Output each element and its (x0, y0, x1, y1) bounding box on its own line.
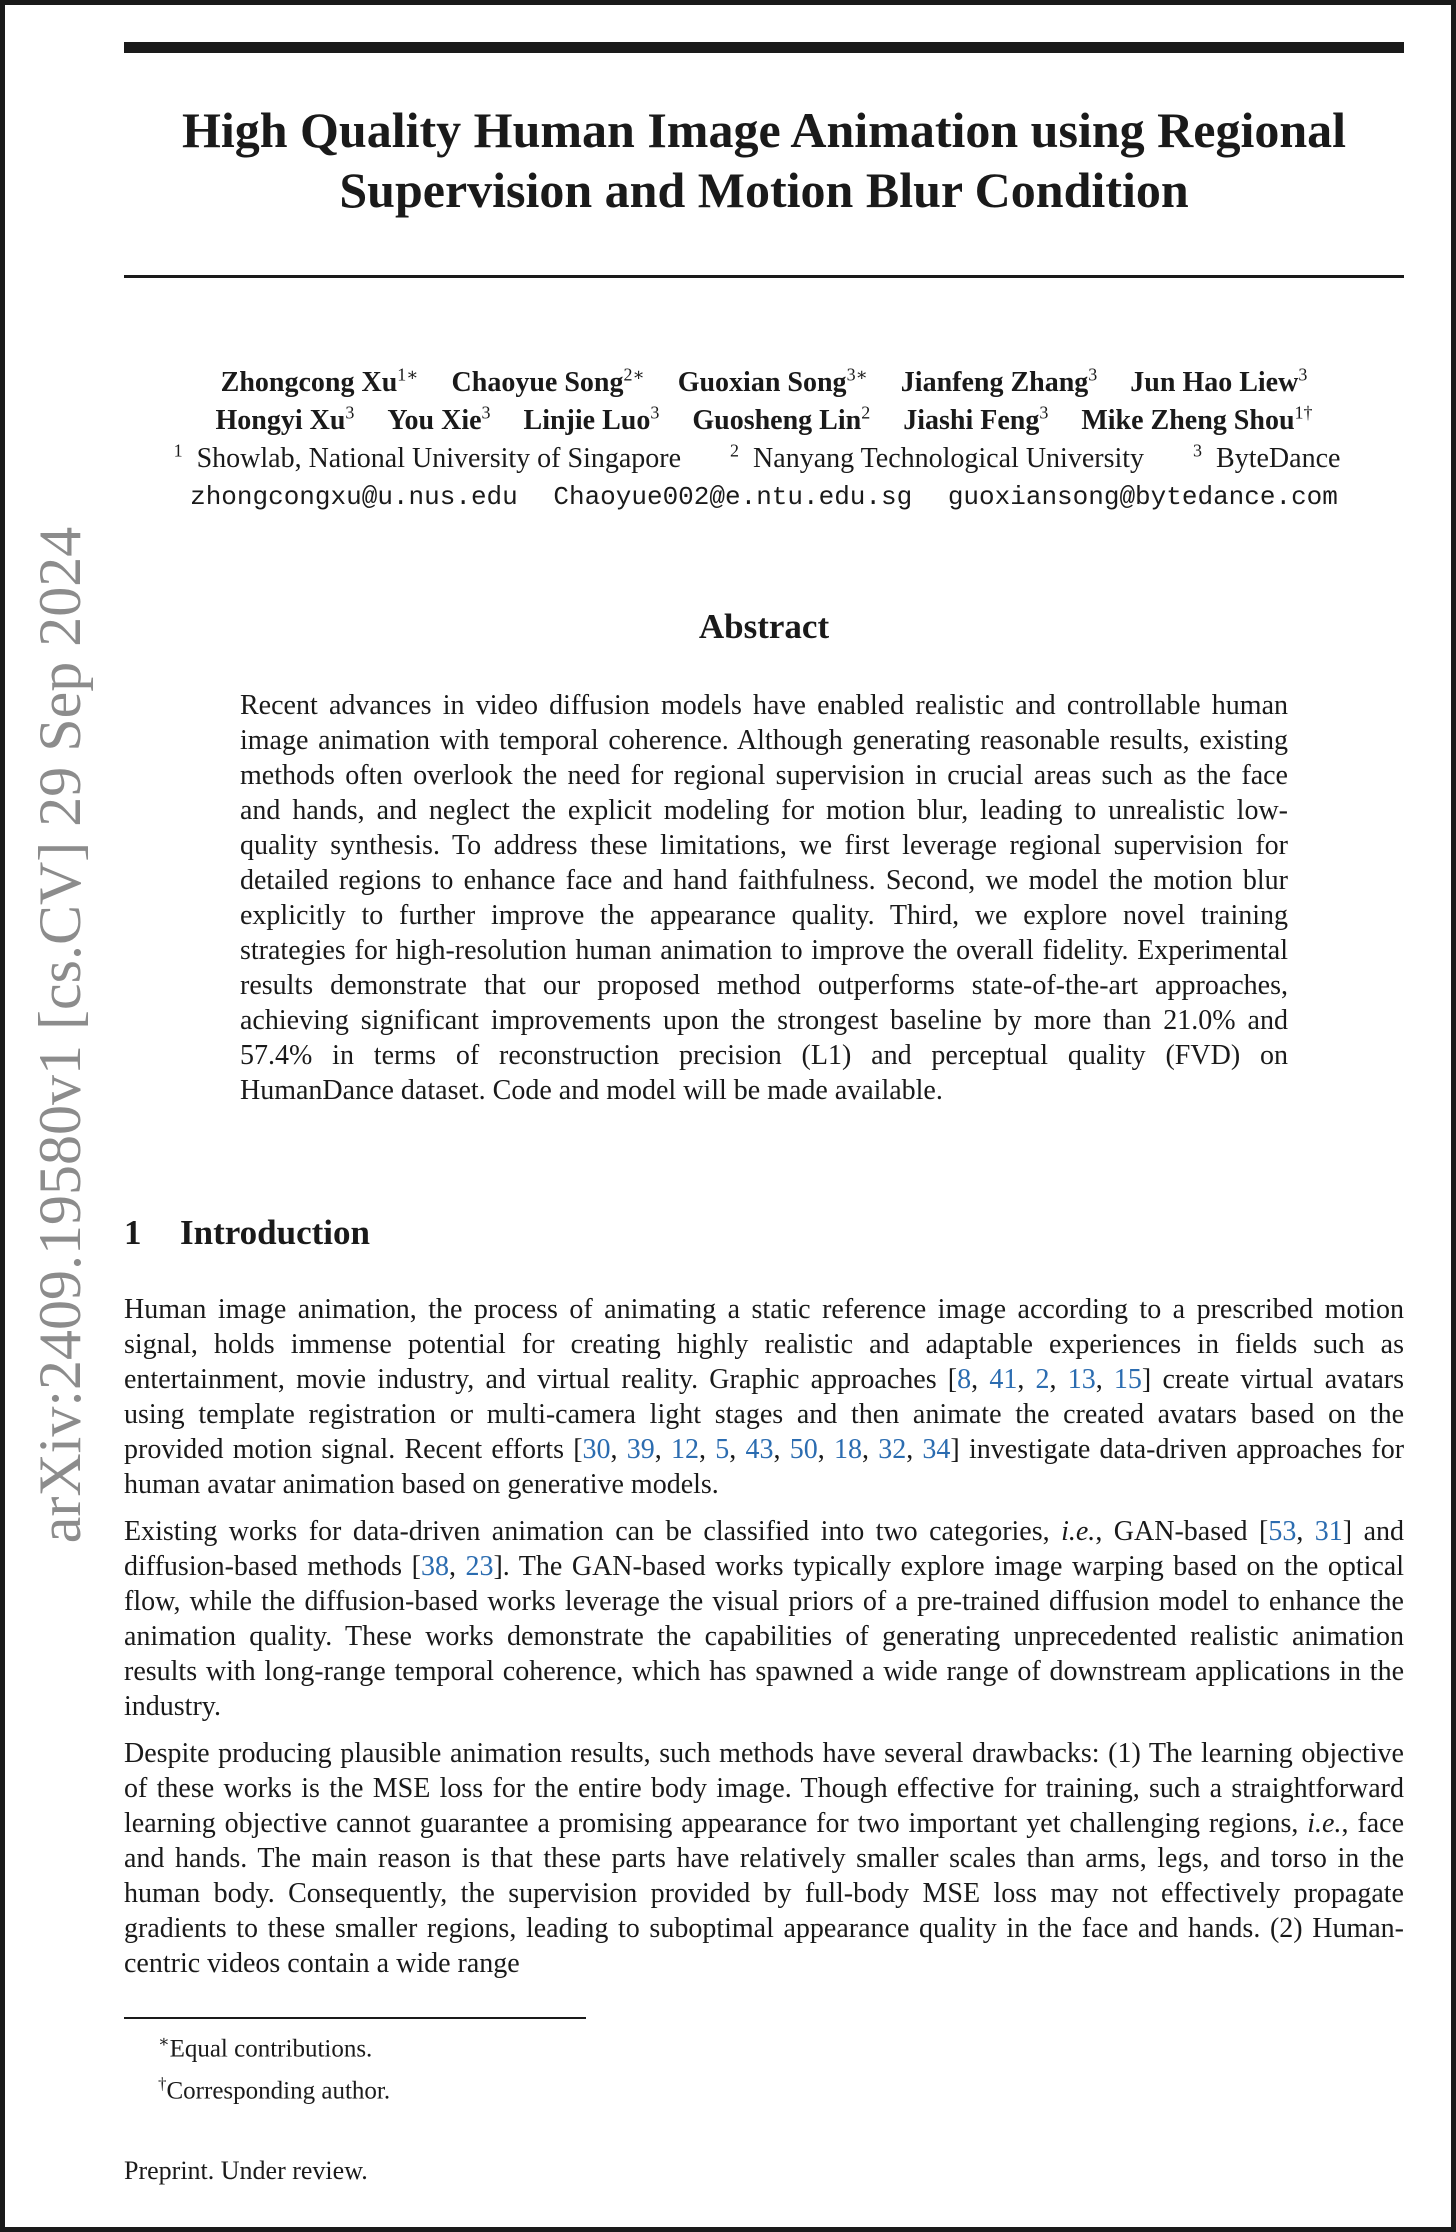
citation[interactable]: 43 (745, 1434, 774, 1465)
affiliation: $^1$ Showlab, National University of Singapore (173, 440, 682, 474)
citation[interactable]: 38 (420, 1551, 449, 1582)
citation[interactable]: 41 (989, 1364, 1018, 1395)
author: You Xie$^3$ (387, 402, 491, 436)
citation[interactable]: 32 (878, 1434, 907, 1465)
title-rule-top (124, 42, 1404, 53)
author-block (124, 364, 1404, 516)
citation[interactable]: 15 (1113, 1364, 1142, 1395)
affiliation: $^3$ ByteDance (1193, 440, 1341, 474)
citation[interactable]: 30 (582, 1434, 611, 1465)
affiliation: $^2$ Nanyang Technological University (730, 440, 1145, 474)
author: Chaoyue Song$^{2∗}$ (451, 364, 645, 398)
section-number: 1 (124, 1213, 142, 1252)
paragraph-2: Existing works for data-driven animation can be classified into two categories, i.e., GAN-based [53, 31] and diffusion-based methods [38, 23]. The GAN-based works typically explore image warping based on the optical flow, while the diffusion-based works leverage the visual priors of a pre-trained diffusion model to enhance the animation quality. These works demonstrate the capabilities of generating unprecedented realistic animation results with long-range temporal coherence, which has spawned a wide range of downstream applications in the industry. (124, 1516, 1405, 1722)
author: Mike Zheng Shou$^{1\dagger}$ (1081, 402, 1313, 436)
author-row-1 (124, 364, 1404, 402)
section-title: Introduction (180, 1213, 370, 1252)
author: Zhongcong $Xu^{1∗}$ (220, 364, 419, 398)
arxiv-stamp: arXiv:2409.19580v1 [cs.CV] 29 Sep 2024 (27, 526, 93, 1544)
email: guoxiansong@bytedance.com (947, 482, 1338, 512)
citation[interactable]: 2 (1035, 1364, 1050, 1395)
abstract-heading: Abstract (698, 607, 830, 646)
author: Hongyi Xu$^3$ (215, 402, 355, 436)
title-line-2: Supervision and Motion Blur Condition (339, 162, 1189, 218)
title-rule-bottom (124, 275, 1404, 278)
citation[interactable]: 12 (671, 1434, 700, 1465)
affiliations (124, 440, 1404, 478)
citation[interactable]: 5 (715, 1434, 730, 1465)
paper-title (124, 100, 1404, 220)
author: Guoxian Song$^{3∗}$ (677, 364, 868, 398)
footnotes (158, 2024, 390, 2109)
citation[interactable]: 8 (957, 1364, 972, 1395)
email: Chaoyue002@e.ntu.edu.sg (553, 482, 913, 512)
citation[interactable]: 34 (922, 1434, 951, 1465)
abstract-text: Recent advances in video diffusion models have enabled realistic and controllable human image animation with temporal coherence. Although generating reasonable results, existing methods often overlook the need for regional supervision in crucial areas such as the face and hands, and neglect the explicit modeling for motion blur, leading to unrealistic low-quality synthesis. To address these limitations, we first leverage regional supervision for detailed regions to enhance face and hand faithfulness. Second, we model the motion blur explicitly to further improve the appearance quality. Third, we explore novel training strategies for high-resolution human animation to improve the overall fidelity. Experimental results demonstrate that our proposed method outperforms state-of-the-art approaches, achieving significant improvements upon the strongest baseline by more than 21.0% and 57.4% in terms of reconstruction precision (L1) and perceptual quality (FVD) on HumanDance dataset. Code and model will be made available. (240, 690, 1288, 1106)
citation[interactable]: 18 (833, 1434, 862, 1465)
footnote-rule (124, 2017, 586, 2019)
citation[interactable]: 31 (1314, 1516, 1343, 1547)
author-row-2 (124, 402, 1404, 440)
citation[interactable]: 53 (1268, 1516, 1297, 1547)
author: Jiashi Feng$^3$ (903, 402, 1049, 436)
intro-body (124, 1292, 1404, 1993)
footnote: †Corresponding author. (158, 2074, 391, 2105)
citation[interactable]: 39 (626, 1434, 655, 1465)
paragraph-3: Despite producing plausible animation results, such methods have several drawbacks: (1) The learning objective of these works is the MSE loss for the entire body image. Though effective for training, such a straightforward learning objective cannot guarantee a promising appearance for two important yet challenging regions, i.e., face and hands. The main reason is that these parts have relatively smaller scales than arms, legs, and torso in the human body. Consequently, the supervision provided by full-body MSE loss may not effectively propagate gradients to these smaller regions, leading to suboptimal appearance quality in the face and hands. (2) Human-centric videos contain a wide range (124, 1738, 1404, 1979)
citation[interactable]: 23 (465, 1551, 494, 1582)
author: Jianfeng Zhang$^3$ (900, 364, 1098, 398)
citation[interactable]: 50 (789, 1434, 818, 1465)
title-line-1: High Quality Human Image Animation using Regional (181, 102, 1347, 158)
author: Linjie Luo$^3$ (523, 402, 660, 436)
citation[interactable]: 13 (1067, 1364, 1096, 1395)
author: Guosheng Lin$^2$ (692, 402, 871, 436)
author: Jun Hao Liew$^3$ (1130, 364, 1308, 398)
preprint-note: Preprint. Under review. (124, 2156, 368, 2185)
paragraph-1: Human image animation, the process of animating a static reference image according to a prescribed motion signal, holds immense potential for creating highly realistic and adaptable experiences in fields such as entertainment, movie industry, and virtual reality. Graphic approaches [8, 41, 2, 13, 15] create virtual avatars using template registration or multi-camera light stages and then animate the created avatars based on the provided motion signal. Recent efforts [30, 39, 12, 5, 43, 50, 18, 32, 34] investigate data-driven approaches for human avatar animation based on generative models. (124, 1294, 1405, 1500)
author-emails (124, 478, 1404, 516)
section-heading (124, 1210, 370, 1256)
footnote: ∗Equal contributions. (158, 2032, 373, 2063)
email: zhongcongxu@u.nus.edu (190, 482, 518, 512)
